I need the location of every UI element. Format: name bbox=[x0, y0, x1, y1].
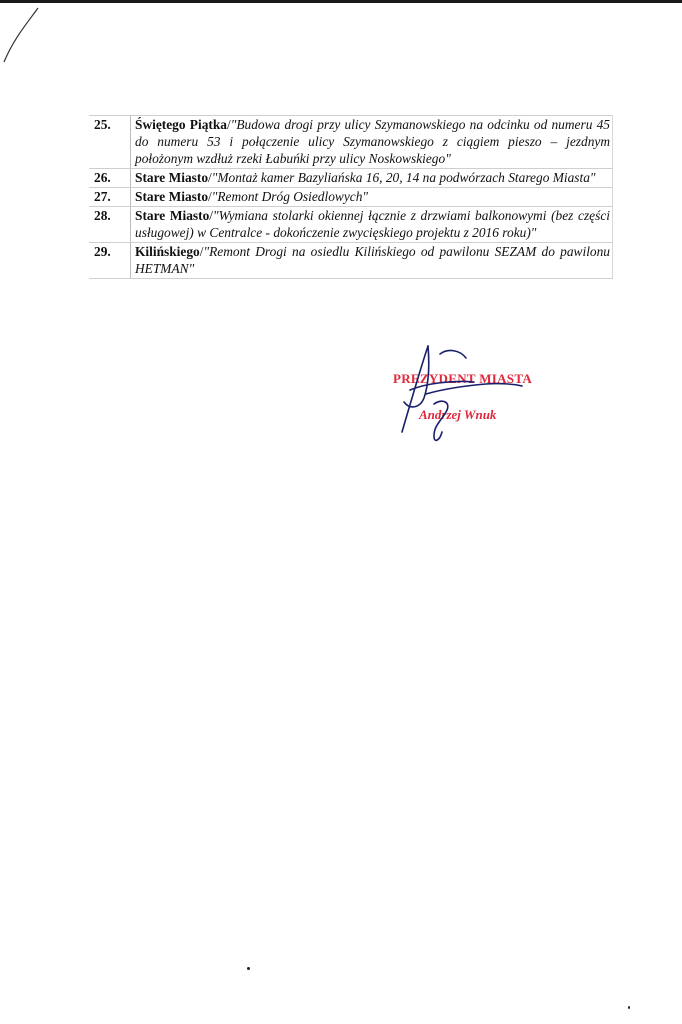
row-number: 27. bbox=[89, 188, 131, 207]
row-title: "Budowa drogi przy ulicy Szymanowskiego na odcinku od numeru 45 do numeru 53 i połączenie ulicy Szymanowskiego z ciągiem pieszo – jezdnym położonym wzdłuż rzeki Łabuńki przy ulicy Noskowskiego" bbox=[135, 117, 611, 166]
row-separator: / bbox=[208, 189, 212, 204]
row-place: Stare Miasto bbox=[135, 189, 209, 204]
row-separator: / bbox=[227, 117, 231, 132]
row-number: 29. bbox=[89, 243, 131, 279]
table-row bbox=[89, 188, 613, 207]
handwritten-signature bbox=[390, 340, 570, 460]
row-title: "Wymiana stolarki okiennej łącznie z drzwiami balkonowymi (bez części usługowej) w Centralce - dokończenie zwycięskiego projektu z 2016 roku)" bbox=[135, 208, 610, 240]
row-place: Świętego Piątka bbox=[135, 117, 227, 132]
row-place: Stare Miasto bbox=[135, 208, 210, 223]
table-row bbox=[89, 207, 613, 243]
projects-table-body bbox=[89, 116, 613, 279]
row-description bbox=[131, 169, 613, 188]
table-row bbox=[89, 243, 613, 279]
scan-speck bbox=[247, 967, 250, 970]
signature-stamp-name: Andrzej Wnuk bbox=[419, 407, 497, 422]
table-row bbox=[89, 169, 613, 188]
row-description bbox=[131, 188, 613, 207]
signature-block bbox=[390, 340, 570, 460]
signature-stamp-title: PREZYDENT MIASTA bbox=[393, 371, 533, 386]
row-title: "Remont Dróg Osiedlowych" bbox=[211, 189, 369, 204]
scan-speck bbox=[628, 1006, 630, 1009]
scan-corner-mark bbox=[0, 0, 40, 70]
row-place: Stare Miasto bbox=[135, 170, 209, 185]
row-title: "Remont Drogi na osiedlu Kilińskiego od pawilonu SEZAM do pawilonu HETMAN" bbox=[135, 244, 610, 276]
row-separator: / bbox=[208, 170, 212, 185]
row-separator: / bbox=[199, 244, 204, 259]
row-title: "Montaż kamer Bazyliańska 16, 20, 14 na podwórzach Starego Miasta" bbox=[211, 170, 596, 185]
row-separator: / bbox=[209, 208, 214, 223]
row-description bbox=[131, 116, 613, 169]
row-number: 26. bbox=[89, 169, 131, 188]
row-place: Kilińskiego bbox=[135, 244, 200, 259]
scan-top-edge bbox=[0, 0, 682, 3]
projects-table bbox=[89, 115, 613, 279]
row-number: 28. bbox=[89, 207, 131, 243]
row-number: 25. bbox=[89, 116, 131, 169]
row-description bbox=[131, 207, 613, 243]
table-row bbox=[89, 116, 613, 169]
row-description bbox=[131, 243, 613, 279]
